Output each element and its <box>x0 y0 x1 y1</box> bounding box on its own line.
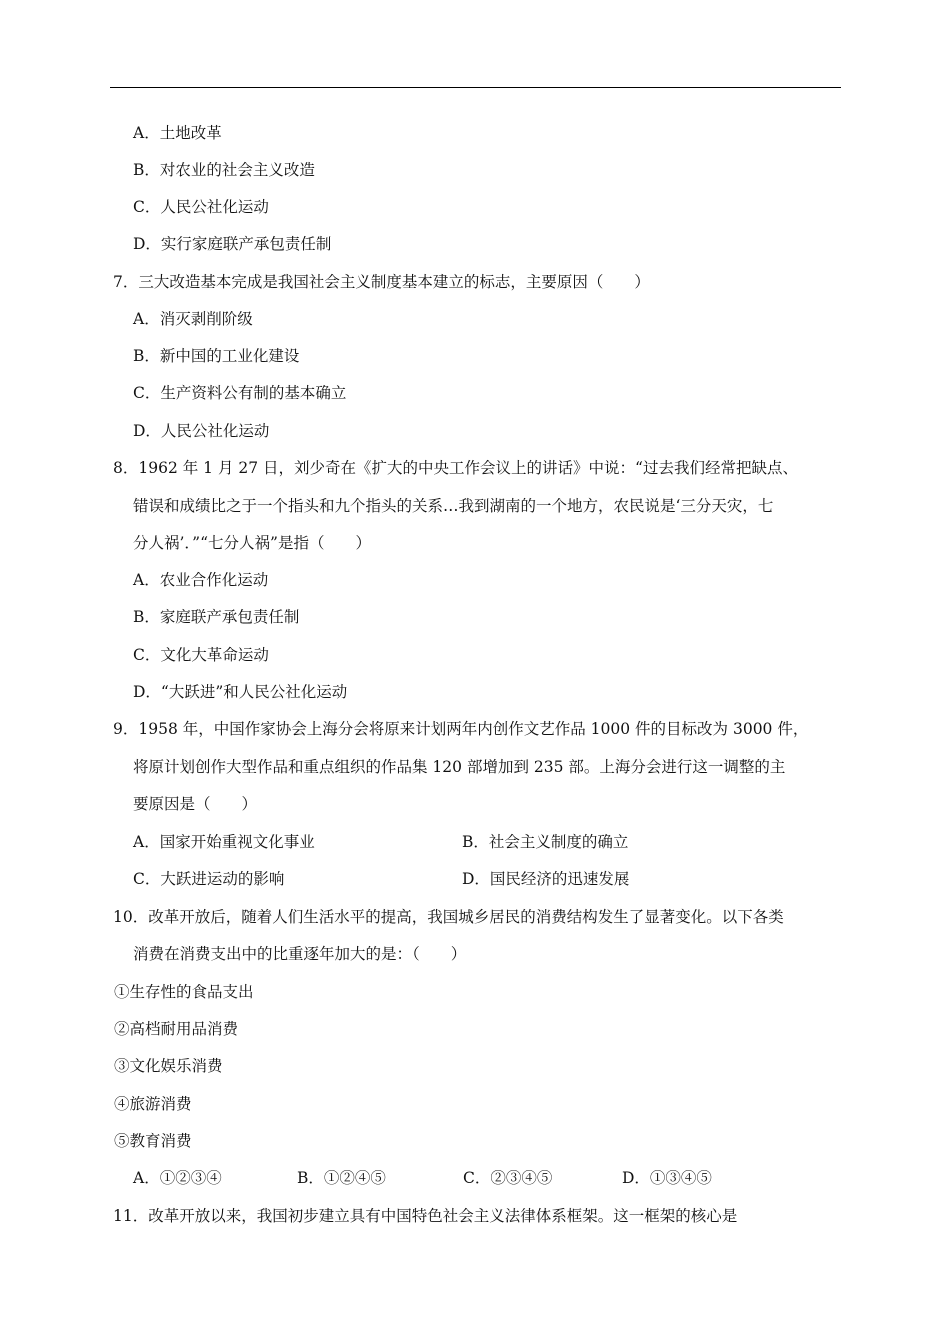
q8-stem-line1: 8．1962 年 1 月 27 日，刘少奇在《扩大的中央工作会议上的讲话》中说：“过去我们经常把缺点、 <box>113 459 798 477</box>
q10-item-5: ⑤教育消费 <box>114 1132 192 1150</box>
q10-item-4: ④旅游消费 <box>114 1095 192 1113</box>
q8-stem-line2: 错误和成绩比之于一个指头和九个指头的关系…我到湖南的一个地方，农民说是‘三分天灾，七 <box>133 497 774 515</box>
q8-option-d: D．“大跃进”和人民公社化运动 <box>133 683 348 701</box>
q10-item-3: ③文化娱乐消费 <box>114 1057 223 1075</box>
q7-option-c: C．生产资料公有制的基本确立 <box>133 384 347 402</box>
header-rule <box>110 87 841 88</box>
q10-option-b: B．①②④⑤ <box>297 1169 386 1187</box>
q9-option-d: D．国民经济的迅速发展 <box>462 870 630 888</box>
q8-option-b: B．家庭联产承包责任制 <box>133 608 300 626</box>
q8-option-c: C．文化大革命运动 <box>133 646 269 664</box>
q10-stem-line2: 消费在消费支出中的比重逐年加大的是：（ ） <box>133 945 467 963</box>
q7-option-d: D．人民公社化运动 <box>133 422 270 440</box>
q7-option-a: A．消灭剥削阶级 <box>133 310 253 328</box>
q10-option-c: C．②③④⑤ <box>463 1169 553 1187</box>
q9-option-b: B．社会主义制度的确立 <box>462 833 629 851</box>
q6-option-d: D．实行家庭联产承包责任制 <box>133 235 332 253</box>
q9-stem-line2: 将原计划创作大型作品和重点组织的作品集 120 部增加到 235 部。上海分会进行这一调整的主 <box>133 758 786 776</box>
q7-option-b: B．新中国的工业化建设 <box>133 347 300 365</box>
q7-stem: 7．三大改造基本完成是我国社会主义制度基本建立的标志，主要原因（ ） <box>113 273 650 291</box>
q8-stem-line3: 分人祸’．”“七分人祸”是指（ ） <box>133 534 371 552</box>
q9-stem-line1: 9．1958 年，中国作家协会上海分会将原来计划两年内创作文艺作品 1000 件的目标改为 3000 件， <box>113 720 809 738</box>
q11-stem-line1: 11．改革开放以来，我国初步建立具有中国特色社会主义法律体系框架。这一框架的核心是 <box>113 1207 738 1225</box>
q6-option-b: B．对农业的社会主义改造 <box>133 161 315 179</box>
q10-option-d: D．①③④⑤ <box>622 1169 712 1187</box>
q9-option-a: A．国家开始重视文化事业 <box>133 833 315 851</box>
q10-item-1: ①生存性的食品支出 <box>114 983 254 1001</box>
q6-option-a: A．土地改革 <box>133 124 222 142</box>
q10-stem-line1: 10．改革开放后，随着人们生活水平的提高，我国城乡居民的消费结构发生了显著变化。以下各类 <box>113 908 784 926</box>
q10-item-2: ②高档耐用品消费 <box>114 1020 239 1038</box>
q9-option-c: C．大跃进运动的影响 <box>133 870 285 888</box>
q8-option-a: A．农业合作化运动 <box>133 571 269 589</box>
q6-option-c: C．人民公社化运动 <box>133 198 269 216</box>
q9-stem-line3: 要原因是（ ） <box>133 795 258 813</box>
q10-option-a: A．①②③④ <box>133 1169 222 1187</box>
